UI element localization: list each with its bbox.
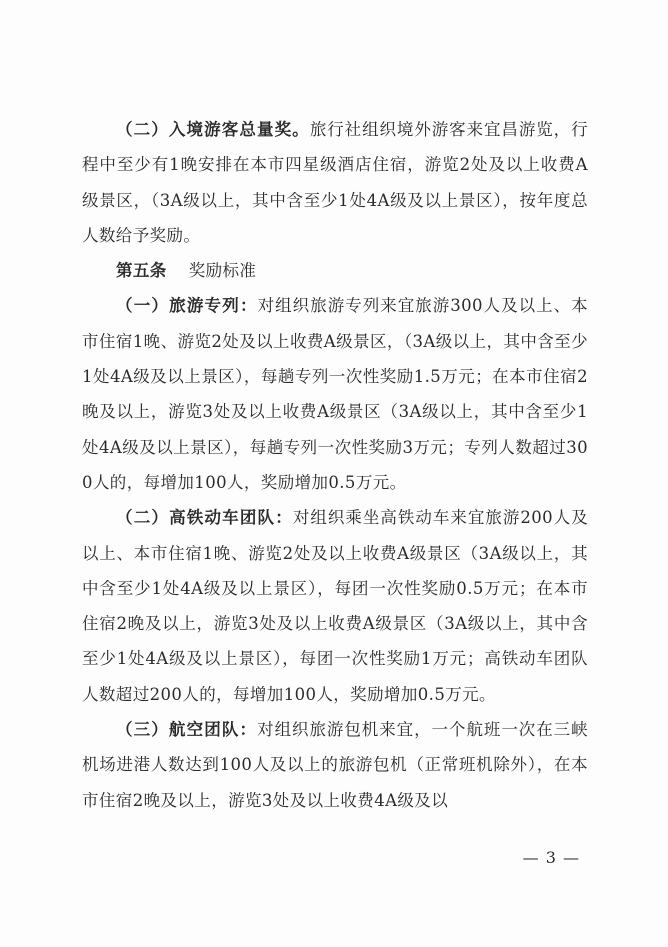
paragraph-lead: （二）入境游客总量奖。 bbox=[116, 120, 310, 139]
paragraph-tourist-train bbox=[82, 288, 588, 500]
document-body bbox=[82, 112, 588, 818]
paragraph-inbound-tourist-award bbox=[82, 112, 588, 253]
article-heading bbox=[82, 253, 588, 288]
paragraph-lead: （三）航空团队： bbox=[116, 720, 258, 740]
paragraph-text: 对组织乘坐高铁动车来宜旅游200人及以上、本市住宿1晚、游览2处及以上收费A级景区（3A级以上，其中含至少1处4A级及以上景区），每团一次性奖励0.5万元；在本市住宿2晚及以上，游览3处及以上收费A级景区（3A级以上，其中含至少1处4A级及以上景区），每团一次性奖励1万元；高铁动车团队人数超过200人的，每增加100人，奖励增加0.5万元。 bbox=[82, 508, 588, 704]
paragraph-lead: （一）旅游专列： bbox=[116, 296, 258, 316]
paragraph-air-group bbox=[82, 712, 588, 818]
page-number: — 3 — bbox=[522, 848, 580, 867]
paragraph-text: 对组织旅游专列来宜旅游300人及以上、本市住宿1晚、游览2处及以上收费A级景区，（3A级以上，其中含至少1处4A级及以上景区），每趟专列一次性奖励1.5万元；在本市住宿2晚及以上，游览3处及以上收费A级景区（3A级以上，其中含至少1处4A级及以上景区），每趟专列一次性奖励3万元；专列人数超过300人的，每增加100人，奖励增加0.5万元。 bbox=[82, 296, 588, 492]
paragraph-text: 对组织旅游包机来宜，一个航班一次在三峡机场进港人数达到100人及以上的旅游包机（正常班机除外），在本市住宿2晚及以上，游览3处及以上收费4A级及以 bbox=[82, 720, 588, 810]
paragraph-high-speed-rail-group bbox=[82, 500, 588, 712]
article-number: 第五条 bbox=[116, 261, 167, 281]
paragraph-text: 旅行社组织境外游客来宜昌游览，行程中至少有1晚安排在本市四星级酒店住宿，游览2处及以上收费A级景区，（3A级以上，其中含至少1处4A级及以上景区），按年度总人数给予奖励。 bbox=[82, 120, 588, 245]
article-title: 奖励标准 bbox=[188, 261, 257, 281]
paragraph-lead: （二）高铁动车团队： bbox=[116, 508, 293, 528]
